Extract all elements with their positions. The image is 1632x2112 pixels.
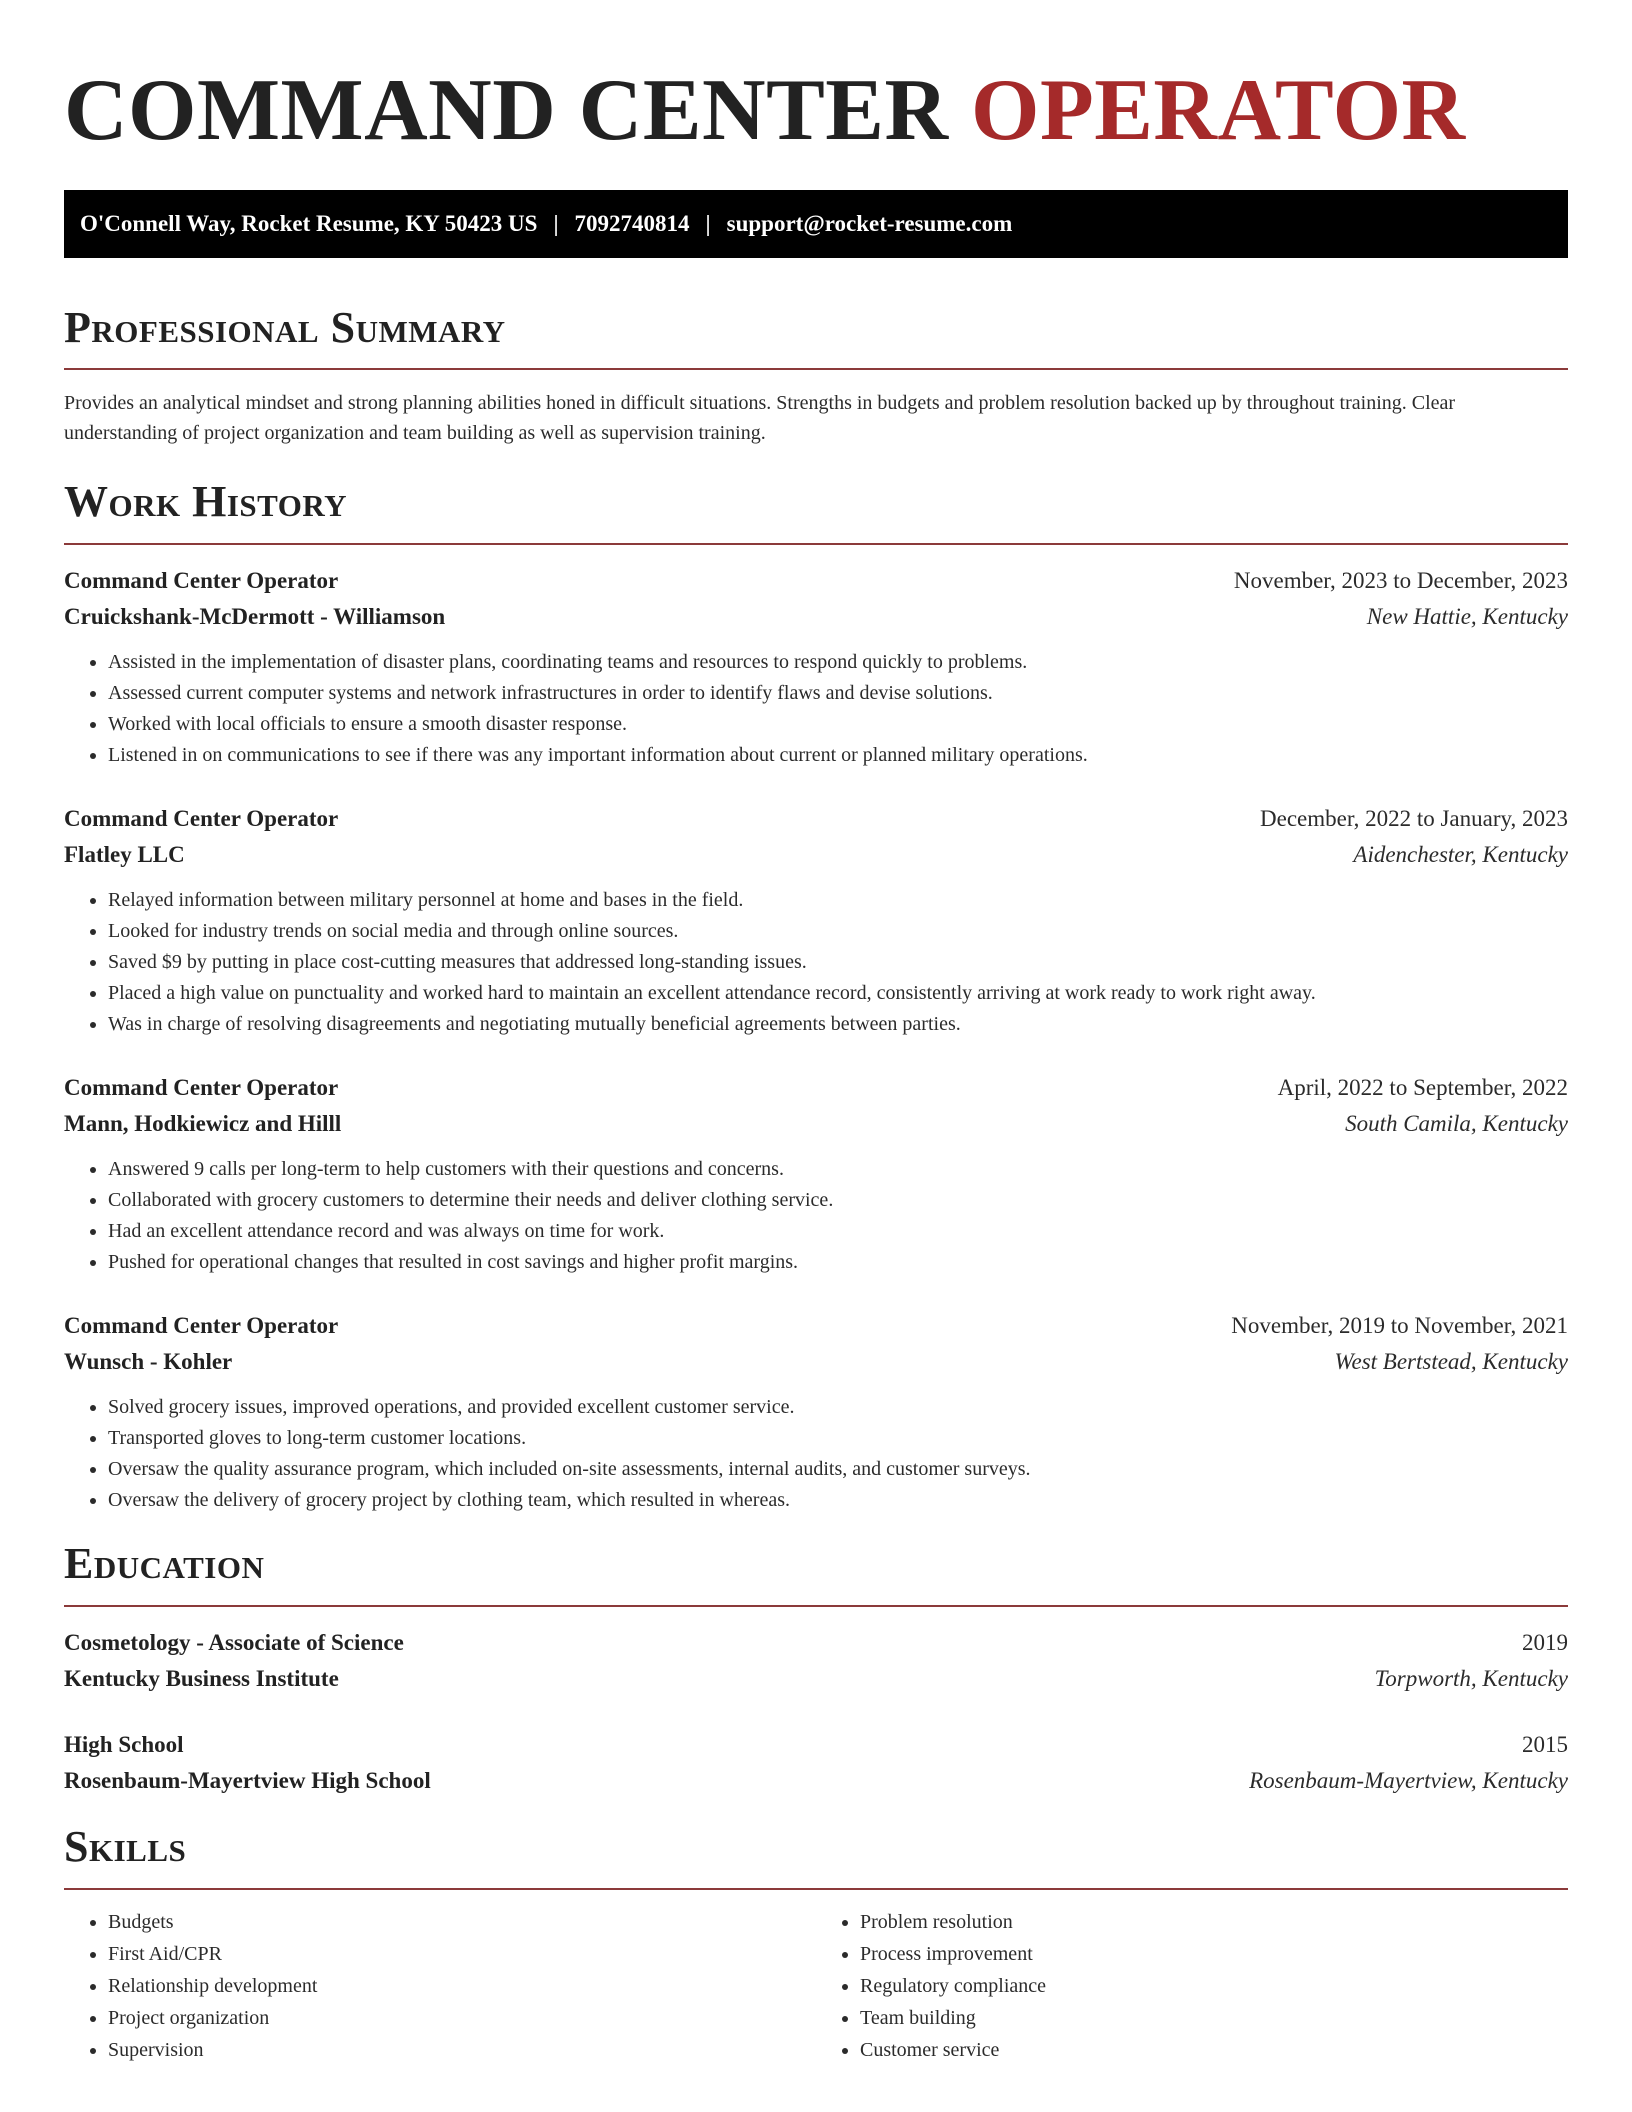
job-title: Command Center Operator — [64, 806, 339, 832]
job-entry — [64, 563, 1568, 771]
name-part-2: OPERATOR — [971, 62, 1466, 159]
education-location: Rosenbaum-Mayertview, Kentucky — [1249, 1767, 1568, 1793]
skill-item: • Process improvement — [860, 1938, 1568, 1970]
job-bullet: • Saved $9 by putting in place cost-cutting measures that addressed long-standing issues. — [108, 947, 1568, 978]
contact-separator: | — [705, 210, 711, 236]
education-entry — [64, 1727, 1568, 1799]
contact-phone: 7092740814 — [574, 210, 690, 236]
skill-item: • Problem resolution — [860, 1906, 1568, 1938]
job-location: New Hattie, Kentucky — [1366, 604, 1568, 630]
skills-section — [64, 1821, 1568, 2066]
job-title: Command Center Operator — [64, 1075, 339, 1101]
education-degree: High School — [64, 1731, 184, 1757]
section-divider — [64, 1605, 1568, 1607]
job-bullets — [64, 885, 1568, 1040]
job-bullets — [64, 1392, 1568, 1516]
job-company: Mann, Hodkiewicz and Hilll — [64, 1111, 342, 1137]
skills-columns — [64, 1906, 1568, 2066]
work-history-section — [64, 476, 1568, 1516]
education-entry — [64, 1625, 1568, 1697]
name-part-1: COMMAND CENTER — [64, 62, 949, 159]
job-dates: November, 2023 to December, 2023 — [1233, 568, 1568, 594]
job-bullet: • Placed a high value on punctuality and worked hard to maintain an excellent attendance record, consistently arriving at work ready to work right away. — [108, 978, 1568, 1009]
skills-list-left — [64, 1906, 816, 2066]
job-company: Cruickshank-McDermott - Williamson — [64, 604, 446, 630]
job-bullet: • Assisted in the implementation of disaster plans, coordinating teams and resources to respond quickly to problems. — [108, 647, 1568, 678]
section-divider — [64, 368, 1568, 370]
education-location: Torpworth, Kentucky — [1374, 1665, 1568, 1691]
contact-address: O'Connell Way, Rocket Resume, KY 50423 US — [80, 210, 538, 236]
job-company: Flatley LLC — [64, 842, 185, 868]
job-entry — [64, 1308, 1568, 1516]
job-bullet: • Had an excellent attendance record and was always on time for work. — [108, 1216, 1568, 1247]
job-bullet: • Oversaw the quality assurance program, which included on-site assessments, internal audits, and customer surveys. — [108, 1454, 1568, 1485]
job-bullet: • Collaborated with grocery customers to determine their needs and deliver clothing service. — [108, 1185, 1568, 1216]
section-divider — [64, 1888, 1568, 1890]
job-bullet: • Looked for industry trends on social media and through online sources. — [108, 916, 1568, 947]
skill-item: • First Aid/CPR — [108, 1938, 816, 1970]
job-bullet: • Pushed for operational changes that resulted in cost savings and higher profit margins. — [108, 1247, 1568, 1278]
education-title: Education — [64, 1539, 265, 1589]
education-year: 2019 — [1522, 1629, 1568, 1655]
job-dates: November, 2019 to November, 2021 — [1231, 1313, 1568, 1339]
job-bullet: • Assessed current computer systems and network infrastructures in order to identify flaws and devise solutions. — [108, 678, 1568, 709]
education-year: 2015 — [1522, 1731, 1568, 1757]
job-dates: December, 2022 to January, 2023 — [1260, 806, 1568, 832]
job-entry — [64, 1070, 1568, 1278]
skill-item: • Customer service — [860, 2034, 1568, 2066]
job-bullet: • Oversaw the delivery of grocery project by clothing team, which resulted in whereas. — [108, 1485, 1568, 1516]
skill-item: • Team building — [860, 2002, 1568, 2034]
contact-separator: | — [553, 210, 559, 236]
job-location: South Camila, Kentucky — [1345, 1111, 1568, 1137]
job-dates: April, 2022 to September, 2022 — [1277, 1075, 1568, 1101]
skills-list-right — [816, 1906, 1568, 2066]
job-company: Wunsch - Kohler — [64, 1349, 233, 1375]
job-bullet: • Answered 9 calls per long-term to help customers with their questions and concerns. — [108, 1154, 1568, 1185]
skill-item: • Supervision — [108, 2034, 816, 2066]
job-bullets — [64, 647, 1568, 771]
summary-title: Professional Summary — [64, 302, 506, 352]
job-bullet: • Relayed information between military personnel at home and bases in the field. — [108, 885, 1568, 916]
job-location: West Bertstead, Kentucky — [1334, 1349, 1568, 1375]
education-section — [64, 1538, 1568, 1799]
job-title: Command Center Operator — [64, 1313, 339, 1339]
section-divider — [64, 543, 1568, 545]
skills-title: Skills — [64, 1821, 187, 1871]
contact-email: support@rocket-resume.com — [726, 210, 1013, 236]
education-school: Rosenbaum-Mayertview High School — [64, 1767, 431, 1793]
job-entry — [64, 801, 1568, 1040]
skill-item: • Relationship development — [108, 1970, 816, 2002]
job-title: Command Center Operator — [64, 568, 339, 594]
work-history-title: Work History — [64, 477, 348, 527]
skill-item: • Project organization — [108, 2002, 816, 2034]
summary-text: Provides an analytical mindset and strong planning abilities honed in difficult situations. Strengths in budgets and problem resolution backed up by throughout training. Clear understanding of project organization and team building as well as supervision training. — [64, 392, 1456, 445]
job-bullet: • Listened in on communications to see if there was any important information about current or planned military operations. — [108, 740, 1568, 771]
job-location: Aidenchester, Kentucky — [1353, 842, 1568, 868]
job-bullet: • Worked with local officials to ensure a smooth disaster response. — [108, 709, 1568, 740]
contact-bar — [64, 190, 1568, 258]
education-degree: Cosmetology - Associate of Science — [64, 1629, 404, 1655]
job-bullet: • Solved grocery issues, improved operations, and provided excellent customer service. — [108, 1392, 1568, 1423]
job-bullet: • Was in charge of resolving disagreements and negotiating mutually beneficial agreements between parties. — [108, 1009, 1568, 1040]
skill-item: • Regulatory compliance — [860, 1970, 1568, 2002]
skill-item: • Budgets — [108, 1906, 816, 1938]
education-school: Kentucky Business Institute — [64, 1665, 339, 1691]
job-bullets — [64, 1154, 1568, 1278]
candidate-name — [64, 58, 1568, 164]
job-bullet: • Transported gloves to long-term customer locations. — [108, 1423, 1568, 1454]
summary-section — [64, 302, 1568, 449]
